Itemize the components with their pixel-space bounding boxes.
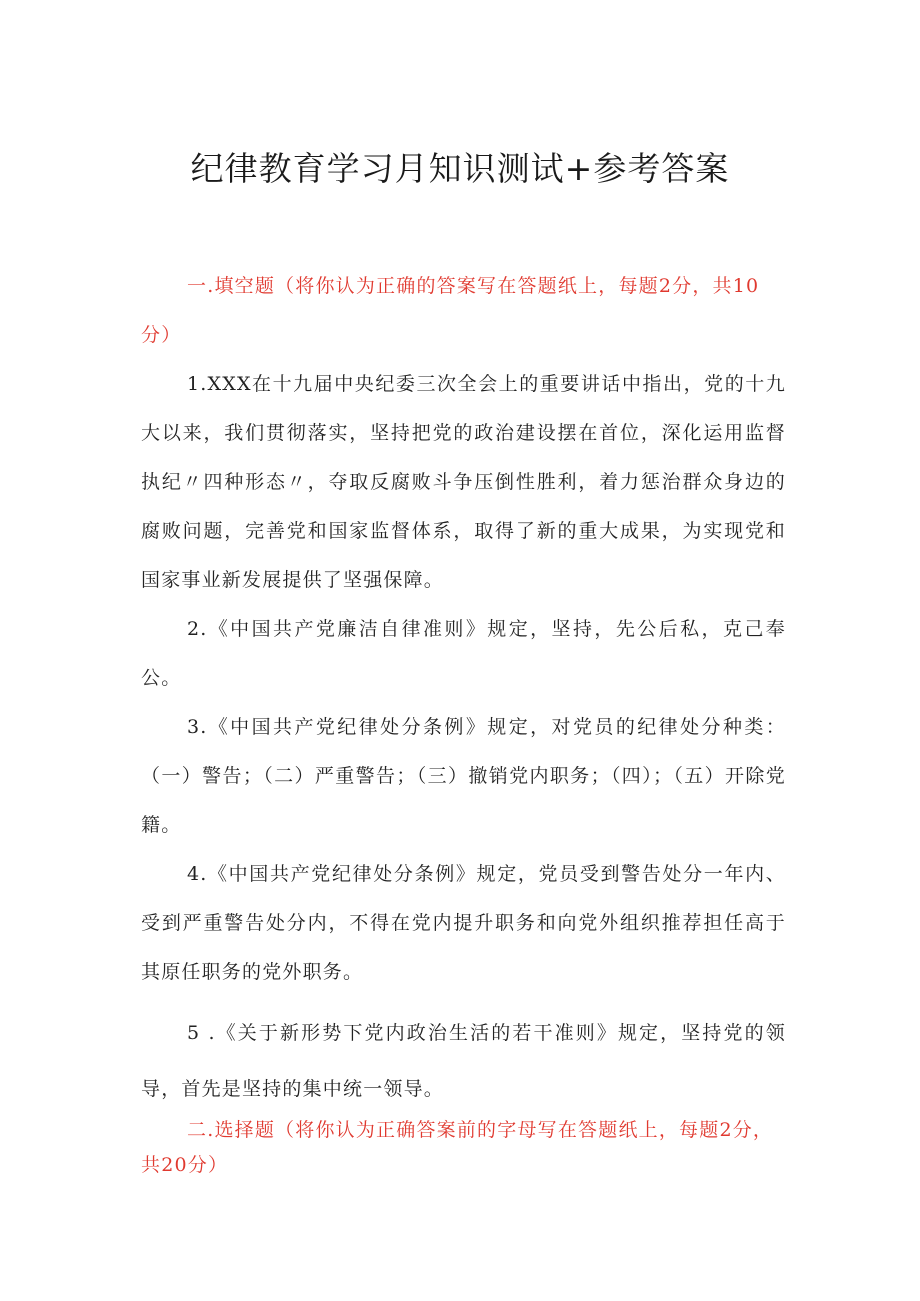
question-4: 4.《中国共产党纪律处分条例》规定，党员受到警告处分一年内、受到严重警告处分内，不得在党内提升职务和向党外组织推荐担任高于其原任职务的党外职务。 xyxy=(141,863,786,983)
question-2: 2.《中国共产党廉洁自律准则》规定，坚持，先公后私，克己奉公。 xyxy=(141,618,786,689)
section-heading-fill-in: 一.填空题（将你认为正确的答案写在答题纸上，每题2分，共10分） xyxy=(141,275,760,346)
question-5: 5 .《关于新形势下党内政治生活的若干准则》规定，坚持党的领导，首先是坚持的集中统一领导。 xyxy=(141,1022,786,1100)
question-1: 1.XXX在十九届中央纪委三次全会上的重要讲话中指出，党的十九大以来，我们贯彻落实，坚持把党的政治建设摆在首位，深化运用监督执纪〃四种形态〃，夺取反腐败斗争压倒性胜利，着力惩治群众身边的腐败问题，完善党和国家监督体系，取得了新的重大成果，为实现党和国家事业新发展提供了坚强保障。 xyxy=(141,373,786,591)
section-heading-multiple-choice: 二.选择题（将你认为正确答案前的字母写在答题纸上，每题2分，共20分） xyxy=(141,1119,774,1176)
question-3: 3.《中国共产党纪律处分条例》规定，对党员的纪律处分种类：（一）警告；（二）严重警告；（三）撤销党内职务；（四）；（五）开除党籍。 xyxy=(141,716,786,836)
document-body xyxy=(141,262,786,1183)
document-title: 纪律教育学习月知识测试+参考答案 xyxy=(190,149,730,188)
